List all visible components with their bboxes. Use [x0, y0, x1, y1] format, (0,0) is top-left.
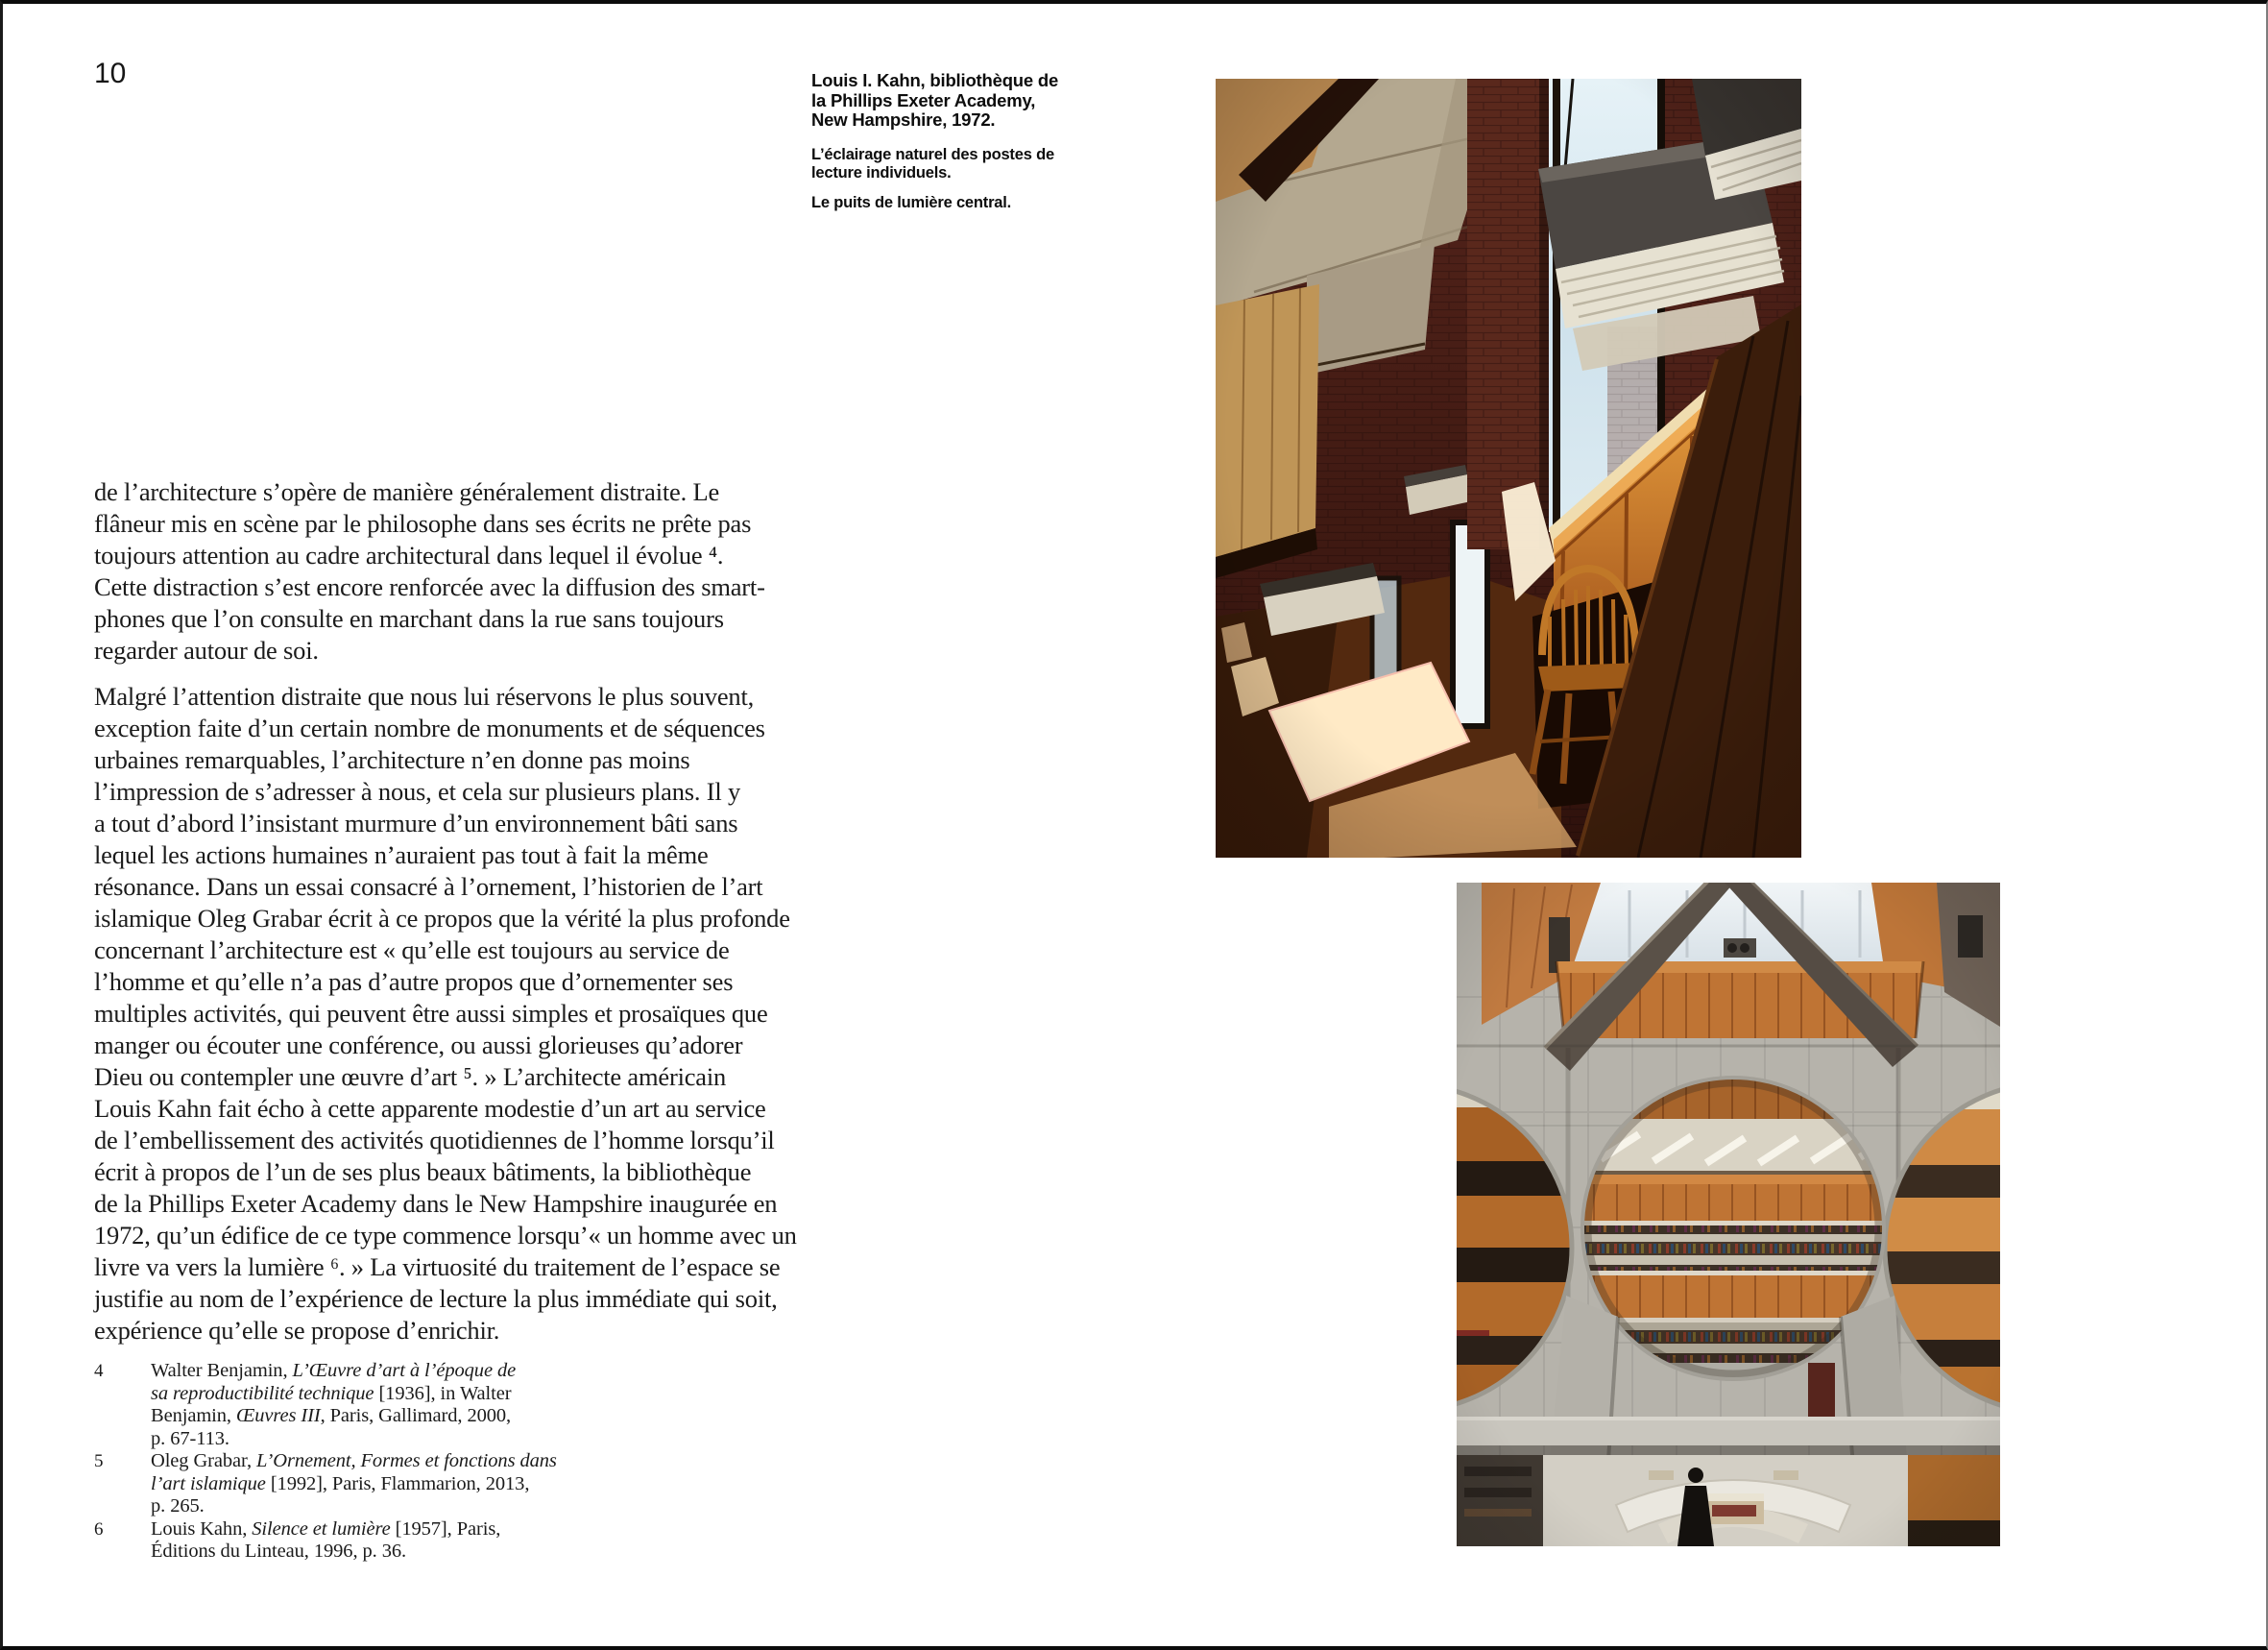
footnote-line: p. 265.	[151, 1495, 205, 1517]
footnote-line: Louis Kahn, Silence et lumière [1957], Paris,	[151, 1517, 501, 1540]
text-line: toujours attention au cadre architectural dans lequel il évolue ⁴.	[94, 541, 724, 570]
text-line: New Hampshire, 1972.	[811, 109, 996, 130]
footnote-line: sa reproductibilité technique [1936], in Walter	[151, 1382, 512, 1404]
footnote-5	[94, 1450, 670, 1518]
photo-exeter-atrium-image	[1457, 883, 2000, 1546]
photo-exeter-carrels-image	[1216, 79, 1801, 858]
footnote-line: Walter Benjamin, L’Œuvre d’art à l’époque de	[151, 1360, 517, 1381]
text-line: 1972, qu’un édifice de ce type commence lorsqu’« un homme avec un	[94, 1221, 797, 1250]
caption-legend-2	[811, 194, 1119, 213]
paragraph-1	[94, 476, 853, 667]
text-line: l’impression de s’adresser à nous, et cela sur plusieurs plans. Il y	[94, 777, 741, 806]
text-line: exception faite d’un certain nombre de monuments et de séquences	[94, 714, 765, 742]
footnote-line: l’art islamique [1992], Paris, Flammarion, 2013,	[151, 1472, 530, 1494]
text-line: concernant l’architecture est « qu’elle est toujours au service de	[94, 935, 730, 964]
page-number: 10	[94, 58, 127, 89]
footnote-text	[151, 1360, 670, 1450]
footnote-line: Benjamin, Œuvres III, Paris, Gallimard, 2000,	[151, 1405, 512, 1426]
photo-caption	[811, 71, 1119, 223]
text-line: de l’embellissement des activités quotidiennes de l’homme lorsqu’il	[94, 1126, 775, 1154]
body-text	[94, 476, 853, 1347]
text-line: résonance. Dans un essai consacré à l’ornement, l’historien de l’art	[94, 872, 763, 901]
text-line: Malgré l’attention distraite que nous lui réservons le plus souvent,	[94, 682, 755, 711]
text-line: regarder autour de soi.	[94, 636, 319, 665]
text-line: livre va vers la lumière ⁶. » La virtuosité du traitement de l’espace se	[94, 1252, 781, 1281]
text-line: flâneur mis en scène par le philosophe dans ses écrits ne prête pas	[94, 509, 752, 538]
text-line: de l’architecture s’opère de manière généralement distraite. Le	[94, 477, 720, 506]
text-line: Louis I. Kahn, bibliothèque de	[811, 70, 1059, 90]
text-line: Cette distraction s’est encore renforcée avec la diffusion des smart-	[94, 572, 765, 601]
text-line: lequel les actions humaines n’auraient pas tout à fait la même	[94, 840, 709, 869]
text-line: L’éclairage naturel des postes de	[811, 145, 1054, 163]
caption-legend-1	[811, 146, 1119, 183]
text-line: urbaines remarquables, l’architecture n’en donne pas moins	[94, 745, 690, 774]
text-line: justifie au nom de l’expérience de lecture la plus immédiate qui soit,	[94, 1284, 778, 1313]
text-line: Le puits de lumière central.	[811, 193, 1012, 211]
footnote-number: 4	[94, 1361, 104, 1381]
text-line: Louis Kahn fait écho à cette apparente modestie d’un art au service	[94, 1094, 766, 1123]
footnote-line: Éditions du Linteau, 1996, p. 36.	[151, 1541, 407, 1562]
text-line: islamique Oleg Grabar écrit à ce propos que la vérité la plus profonde	[94, 904, 790, 933]
photo-exeter-central-atrium	[1457, 883, 2000, 1546]
text-line: de la Phillips Exeter Academy dans le New Hampshire inaugurée en	[94, 1189, 778, 1218]
text-line: expérience qu’elle se propose d’enrichir.	[94, 1316, 500, 1345]
text-line: Dieu ou contempler une œuvre d’art ⁵. » L’architecte américain	[94, 1062, 727, 1091]
footnote-text	[151, 1450, 670, 1518]
photo-exeter-reading-carrels	[1216, 79, 1801, 858]
text-line: multiples activités, qui peuvent être aussi simples et prosaïques que	[94, 999, 768, 1028]
text-line: a tout d’abord l’insistant murmure d’un environnement bâti sans	[94, 809, 738, 837]
footnote-text	[151, 1518, 670, 1564]
footnote-list	[94, 1360, 670, 1564]
paragraph-2	[94, 681, 853, 1347]
caption-title	[811, 71, 1119, 131]
footnote-line: p. 67-113.	[151, 1427, 229, 1449]
text-line: écrit à propos de l’un de ses plus beaux bâtiments, la bibliothèque	[94, 1157, 752, 1186]
text-line: l’homme et qu’elle n’a pas d’autre propos que d’ornementer ses	[94, 967, 734, 996]
text-line: phones que l’on consulte en marchant dans la rue sans toujours	[94, 604, 724, 633]
footnote-line: Oleg Grabar, L’Ornement, Formes et fonctions dans	[151, 1450, 557, 1471]
footnote-4	[94, 1360, 670, 1450]
footnote-number: 5	[94, 1451, 104, 1471]
text-line: la Phillips Exeter Academy,	[811, 89, 1036, 110]
footnote-number: 6	[94, 1518, 104, 1540]
footnote-6	[94, 1518, 670, 1564]
text-line: manger ou écouter une conférence, ou aussi glorieuses qu’adorer	[94, 1031, 743, 1059]
text-line: lecture individuels.	[811, 164, 952, 182]
